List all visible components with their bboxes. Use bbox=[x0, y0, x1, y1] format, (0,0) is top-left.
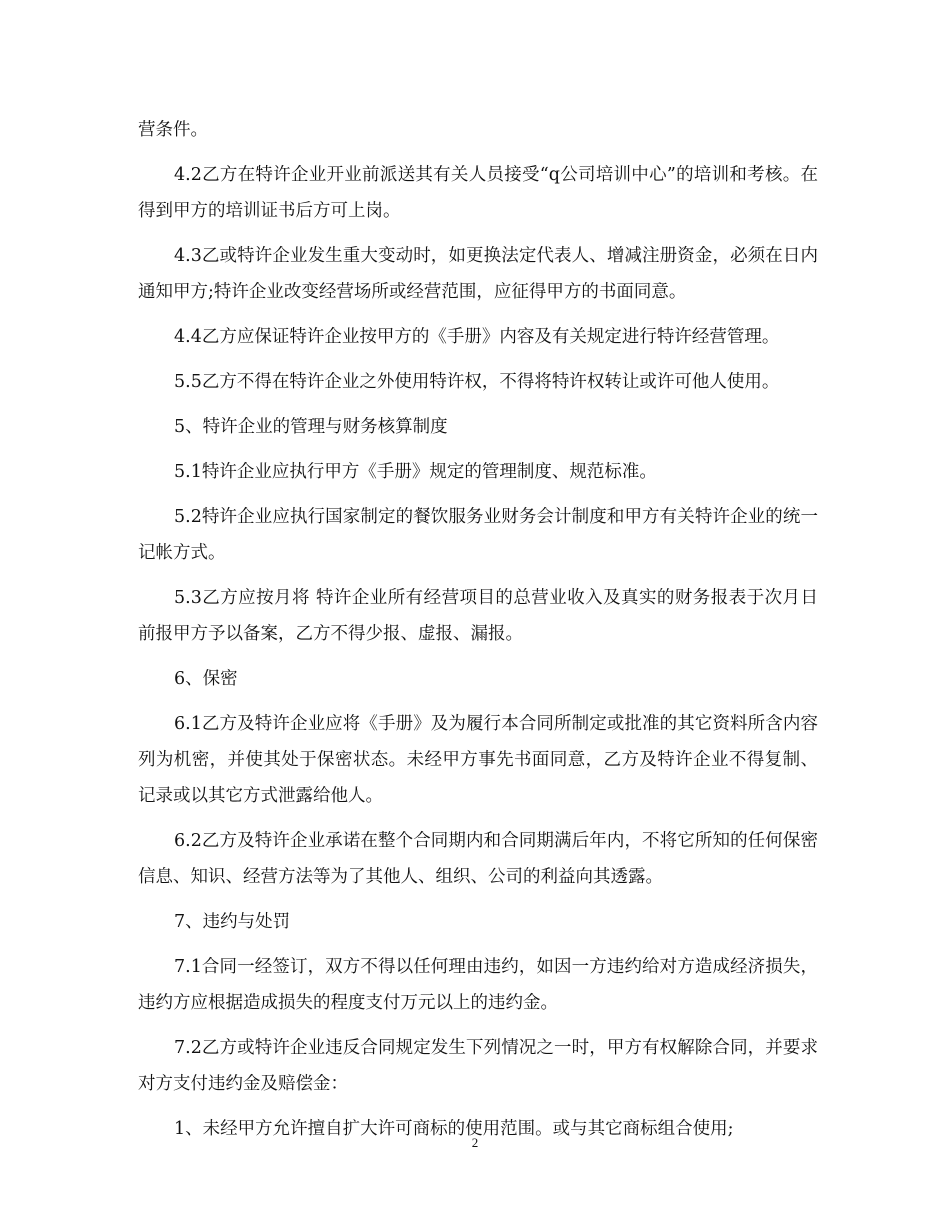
paragraph: 5.3乙方应按月将 特许企业所有经营项目的总营业收入及真实的财务报表于次月日前报甲方予以备案，乙方不得少报、虚报、漏报。 bbox=[138, 588, 818, 644]
list-item: 1、未经甲方允许擅自扩大许可商标的使用范围。或与其它商标组合使用; bbox=[174, 1119, 734, 1139]
section-heading: 7、违约与处罚 bbox=[174, 912, 291, 932]
section-heading: 5、特许企业的管理与财务核算制度 bbox=[174, 417, 448, 437]
section-heading: 6、保密 bbox=[174, 669, 238, 689]
page-number: 2 bbox=[471, 1135, 479, 1150]
paragraph: 5.2特许企业应执行国家制定的餐饮服务业财务会计制度和甲方有关特许企业的统一记帐方式。 bbox=[138, 507, 818, 563]
paragraph: 7.2乙方或特许企业违反合同规定发生下列情况之一时，甲方有权解除合同，并要求对方支付违约金及赔偿金： bbox=[138, 1038, 818, 1094]
paragraph: 5.5乙方不得在特许企业之外使用特许权，不得将特许权转让或许可他人使用。 bbox=[174, 372, 780, 392]
paragraph: 6.1乙方及特许企业应将《手册》及为履行本合同所制定或批准的其它资料所含内容列为机密，并使其处于保密状态。未经甲方事先书面同意，乙方及特许企业不得复制、记录或以其它方式泄露给他人。 bbox=[138, 714, 818, 806]
paragraph: 营条件。 bbox=[138, 120, 208, 140]
paragraph: 5.1特许企业应执行甲方《手册》规定的管理制度、规范标准。 bbox=[174, 462, 657, 482]
paragraph: 7.1合同一经签订，双方不得以任何理由违约，如因一方违约给对方造成经济损失，违约方应根据造成损失的程度支付万元以上的违约金。 bbox=[138, 957, 818, 1013]
paragraph: 4.4乙方应保证特许企业按甲方的《手册》内容及有关规定进行特许经营管理。 bbox=[174, 327, 780, 347]
document-body bbox=[138, 112, 818, 1156]
paragraph: 6.2乙方及特许企业承诺在整个合同期内和合同期满后年内，不将它所知的任何保密信息、知识、经营方法等为了其他人、组织、公司的利益向其透露。 bbox=[138, 831, 818, 887]
paragraph: 4.2乙方在特许企业开业前派送其有关人员接受“q公司培训中心”的培训和考核。在得到甲方的培训证书后方可上岗。 bbox=[138, 165, 818, 221]
paragraph: 4.3乙或特许企业发生重大变动时，如更换法定代表人、增减注册资金，必须在日内通知甲方;特许企业改变经营场所或经营范围，应征得甲方的书面同意。 bbox=[138, 246, 818, 302]
